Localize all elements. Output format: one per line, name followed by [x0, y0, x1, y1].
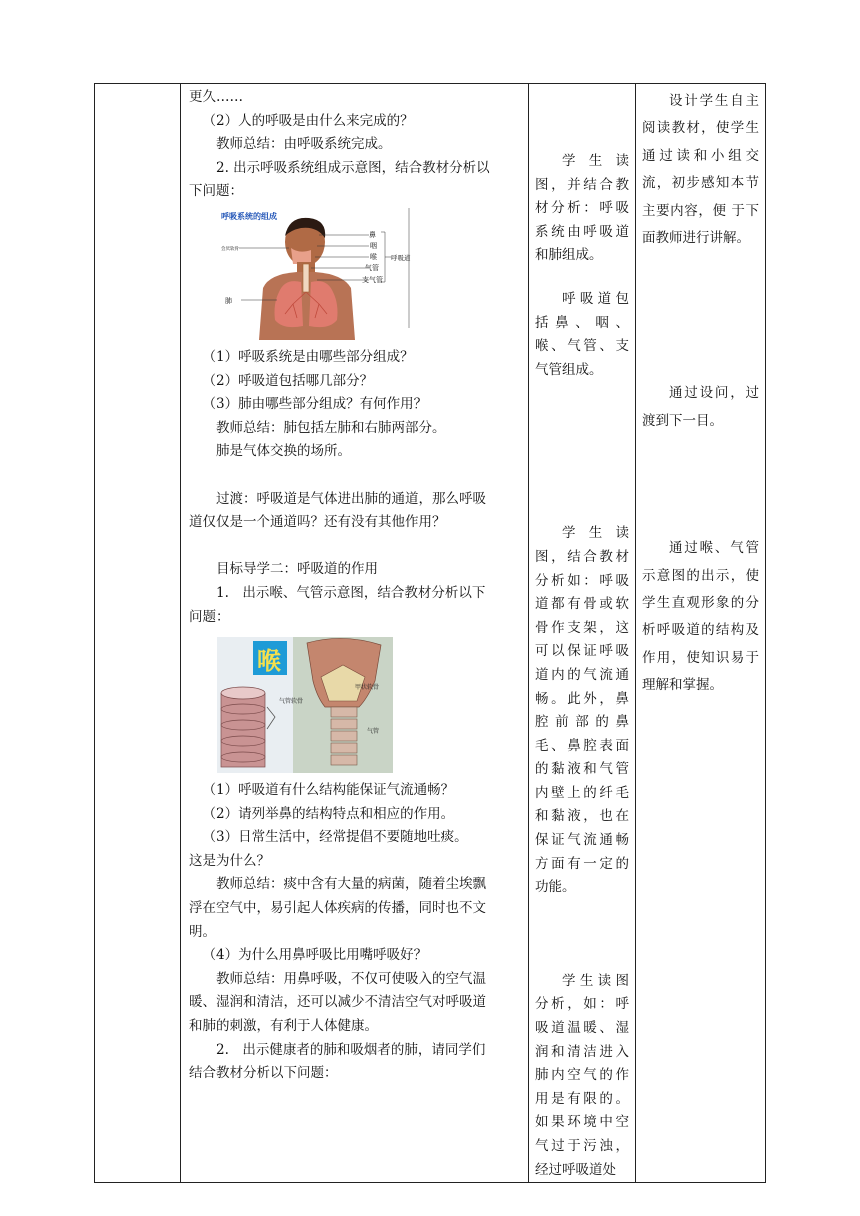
instruction-line: 1. 出示喉、气管示意图，结合教材分析以下 [216, 584, 486, 601]
student-activity-text: 学生读图，并结合教材分析：呼吸系统由呼吸道和肺组成。 [535, 153, 629, 264]
instruction-line: 结合教材分析以下问题： [189, 1065, 338, 1082]
stage-column-cell [95, 84, 181, 1183]
label-tracheal-cartilage: 气管软骨 [279, 698, 304, 706]
label-epiglottis: 会厌软骨 [221, 246, 239, 252]
student-activity-text: 呼吸道包括鼻、咽、喉、气管、支气管组成。 [535, 290, 629, 378]
text-line: 暖、湿润和清洁，还可以减少不清洁空气对呼吸道 [189, 994, 486, 1011]
label-lung: 肺 [225, 296, 232, 305]
instruction-line: 2. 出示健康者的肺和吸烟者的肺，请同学们 [216, 1041, 486, 1058]
text-line: 浮在空气中，易引起人体疾病的传播，同时也不文 [189, 900, 486, 917]
design-intent-cell [636, 84, 766, 1183]
label-larynx: 喉 [370, 252, 377, 261]
larynx-badge: 喉 [257, 647, 281, 676]
question-line: （4）为什么用鼻呼吸比用嘴呼吸好？ [202, 947, 428, 964]
larynx-trachea-figure [217, 637, 393, 773]
design-intent-text: 设计学生自主阅读教材，使学生通过读和小组交流，初步感知本节主要内容，便 于下面教师进行讲解。 [642, 93, 759, 247]
question-line: （1）呼吸道有什么结构能保证气流通畅？ [202, 782, 455, 799]
teacher-summary: 教师总结：肺包括左肺和右肺两部分。 [216, 419, 446, 436]
design-intent-text: 通过设问，过渡到下一目。 [642, 385, 759, 429]
question-line: 这是为什么？ [189, 852, 270, 869]
text-line: 明。 [189, 923, 216, 940]
goal-heading: 目标导学二：呼吸道的作用 [216, 561, 378, 578]
transition-line: 过渡：呼吸道是气体进出肺的通道，那么呼吸 [216, 490, 486, 507]
instruction-line: 下问题： [189, 183, 243, 200]
question-line: （2）请列举鼻的结构特点和相应的作用。 [202, 805, 455, 822]
label-bronchi: 支气管 [362, 275, 383, 284]
respiratory-system-figure [219, 208, 419, 340]
text-line: 肺是气体交换的场所。 [216, 443, 351, 460]
instruction-line: 2. 出示呼吸系统组成示意图，结合教材分析以 [216, 159, 490, 176]
label-thyroid-cartilage: 甲状软骨 [355, 684, 380, 692]
teacher-summary: 教师总结：痰中含有大量的病菌，随着尘埃飘 [216, 876, 486, 893]
teacher-summary: 教师总结：用鼻呼吸，不仅可使吸入的空气温 [216, 970, 486, 987]
respiratory-system-diagram [219, 208, 419, 340]
text-line: 更久…… [189, 89, 243, 105]
label-trachea: 气管 [367, 728, 380, 736]
larynx-trachea-diagram [217, 637, 393, 773]
question-line: （3）日常生活中，经常提倡不要随地吐痰。 [202, 829, 468, 846]
question-line: （2）呼吸道包括哪几部分？ [202, 372, 374, 389]
transition-line: 道仅仅是一个通道吗？还有没有其他作用？ [189, 514, 446, 531]
label-pharynx: 咽 [370, 241, 377, 250]
text-line: 和肺的刺激，有利于人体健康。 [189, 1018, 378, 1035]
instruction-line: 问题： [189, 608, 230, 625]
teaching-content-cell [181, 84, 529, 1183]
design-intent-text: 通过喉、气管示意图的出示，使学生直观形象的分析呼吸道的结构及作用，使知识易于理解和掌握。 [642, 540, 759, 694]
student-activity-text: 学生读图，结合教材分析如：呼吸道都有骨或软骨作支架，这可以保证呼吸道内的气流通畅。此外，鼻腔前部的鼻毛、鼻腔表面的黏液和气管内壁上的纤毛和黏液，也在保证气流通畅方面有一定的功能。 [535, 525, 629, 896]
question-line: （2）人的呼吸是由什么来完成的？ [202, 112, 414, 129]
lesson-plan-table [94, 83, 766, 1183]
question-line: （1）呼吸系统是由哪些部分组成？ [202, 348, 414, 365]
teacher-summary: 教师总结：由呼吸系统完成。 [216, 136, 392, 153]
student-activity-cell [529, 84, 636, 1183]
question-line: （3）肺由哪些部分组成？有何作用？ [202, 396, 428, 413]
figure-title: 呼吸系统的组成 [221, 211, 277, 221]
student-activity-text: 学生读图分析，如：呼吸道温暖、湿润和清洁进入肺内空气的作用是有限的。如果环境中空气过于污浊，经过呼吸道处 [535, 972, 629, 1178]
label-airway: 呼吸道 [391, 253, 411, 262]
label-nose: 鼻 [369, 230, 376, 239]
label-trachea: 气管 [365, 263, 379, 272]
